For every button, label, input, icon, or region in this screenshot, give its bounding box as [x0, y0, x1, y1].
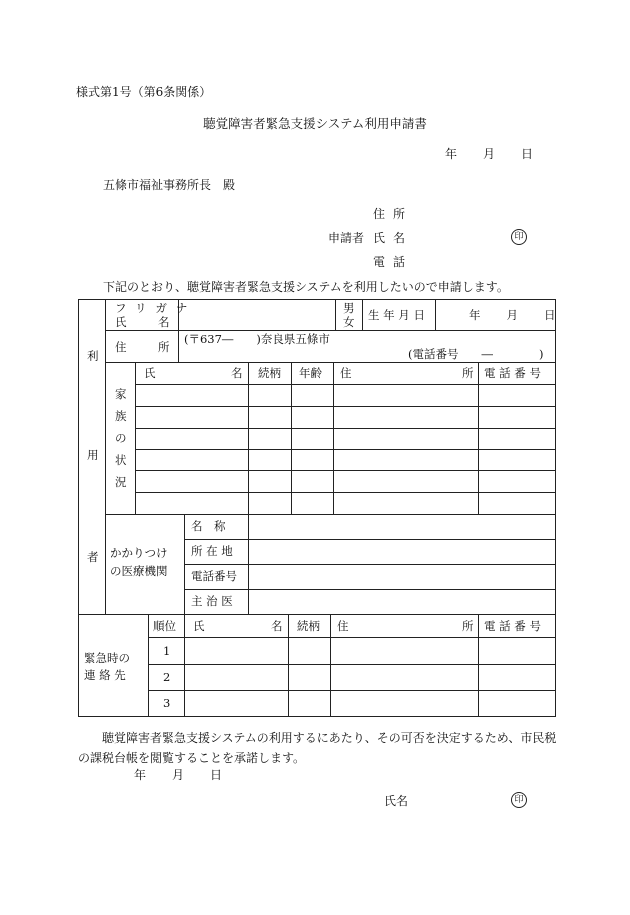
birthdate-label: 生 年 月 日 — [368, 308, 425, 322]
name-label-a: 氏 — [115, 315, 127, 329]
consent-line-1: 聴覚障害者緊急支援システムの利用するにあたり、その可否を決定するため、市民税 — [102, 731, 557, 745]
family-col-relation: 続柄 — [258, 366, 281, 380]
clinic-field-location: 所 在 地 — [191, 544, 233, 558]
family-col-name-b: 名 — [231, 366, 243, 380]
clinic-label-1: かかりつけ — [110, 546, 168, 560]
user-label-3: 者 — [87, 550, 99, 564]
emergency-col-address-a: 住 — [337, 619, 349, 633]
addressee: 五條市福祉事務所長 殿 — [103, 178, 236, 192]
seal-icon: 印 — [511, 792, 527, 808]
family-label-1: 家 — [115, 387, 127, 401]
date-year-label: 年 — [445, 147, 458, 161]
form-number: 様式第1号（第6条関係） — [76, 85, 212, 99]
family-label-5: 況 — [115, 475, 127, 489]
consent-year-label: 年 — [134, 768, 147, 782]
family-col-address-b: 所 — [462, 366, 474, 380]
form-title: 聴覚障害者緊急支援システム利用申請書 — [203, 116, 427, 131]
furigana-label: フリガナ — [115, 301, 197, 315]
clinic-label-2: の医療機関 — [110, 564, 168, 578]
emergency-order-2: 2 — [163, 670, 171, 684]
birth-year-label: 年 — [469, 308, 481, 322]
family-col-age: 年齢 — [299, 366, 322, 380]
clinic-field-name: 名 称 — [191, 519, 226, 533]
gender-male[interactable]: 男 — [343, 301, 355, 315]
emergency-order-3: 3 — [163, 696, 171, 710]
phone-hint[interactable]: (電話番号 ― ) — [408, 347, 544, 361]
birth-date-field[interactable] — [469, 310, 556, 322]
consent-line-2: の課税台帳を閲覧することを承諾します。 — [78, 751, 306, 765]
emergency-col-phone: 電 話 番 号 — [484, 619, 541, 633]
clinic-field-phone: 電話番号 — [191, 569, 237, 583]
name-label-b: 名 — [158, 315, 170, 329]
postal-address[interactable]: (〒637― )奈良県五條市 — [184, 332, 330, 346]
family-label-3: の — [115, 431, 127, 445]
address-label-b: 所 — [158, 340, 170, 354]
emergency-order-1: 1 — [163, 644, 171, 658]
date-day-label: 日 — [521, 147, 534, 161]
emergency-col-address-b: 所 — [462, 619, 474, 633]
consent-date — [134, 769, 222, 781]
address-label-a: 住 — [115, 340, 127, 354]
family-col-phone: 電 話 番 号 — [484, 366, 541, 380]
consent-text — [78, 728, 558, 768]
application-date — [445, 148, 533, 160]
emergency-label-2: 連 絡 先 — [84, 668, 126, 682]
consent-day-label: 日 — [210, 768, 223, 782]
user-label-1: 利 — [87, 349, 99, 363]
intro-text: 下記のとおり、聴覚障害者緊急支援システムを利用したいので申請します。 — [103, 280, 509, 294]
emergency-col-order: 順位 — [153, 619, 176, 633]
emergency-label-1: 緊急時の — [84, 651, 130, 665]
emergency-col-name-b: 名 — [271, 619, 283, 633]
emergency-col-name-a: 氏 — [193, 619, 205, 633]
family-col-name-a: 氏 — [144, 366, 156, 380]
birth-month-label: 月 — [506, 308, 518, 322]
date-month-label: 月 — [483, 147, 496, 161]
application-table — [78, 299, 556, 717]
applicant-label: 申請者 — [328, 231, 365, 245]
seal-icon: 印 — [511, 229, 527, 245]
applicant-phone-label: 電話 — [373, 255, 414, 269]
gender-female[interactable]: 女 — [343, 315, 355, 329]
family-col-address-a: 住 — [340, 366, 352, 380]
family-label-2: 族 — [115, 409, 127, 423]
user-label-2: 用 — [87, 448, 99, 462]
consent-sign-label: 氏名 — [384, 794, 409, 808]
clinic-field-doctor: 主 治 医 — [191, 594, 233, 608]
consent-month-label: 月 — [172, 768, 185, 782]
applicant-address-label: 住所 — [373, 207, 414, 221]
family-label-4: 状 — [115, 453, 127, 467]
applicant-name-label: 氏名 — [373, 231, 414, 245]
birth-day-label: 日 — [544, 308, 556, 322]
emergency-col-relation: 続柄 — [297, 619, 320, 633]
